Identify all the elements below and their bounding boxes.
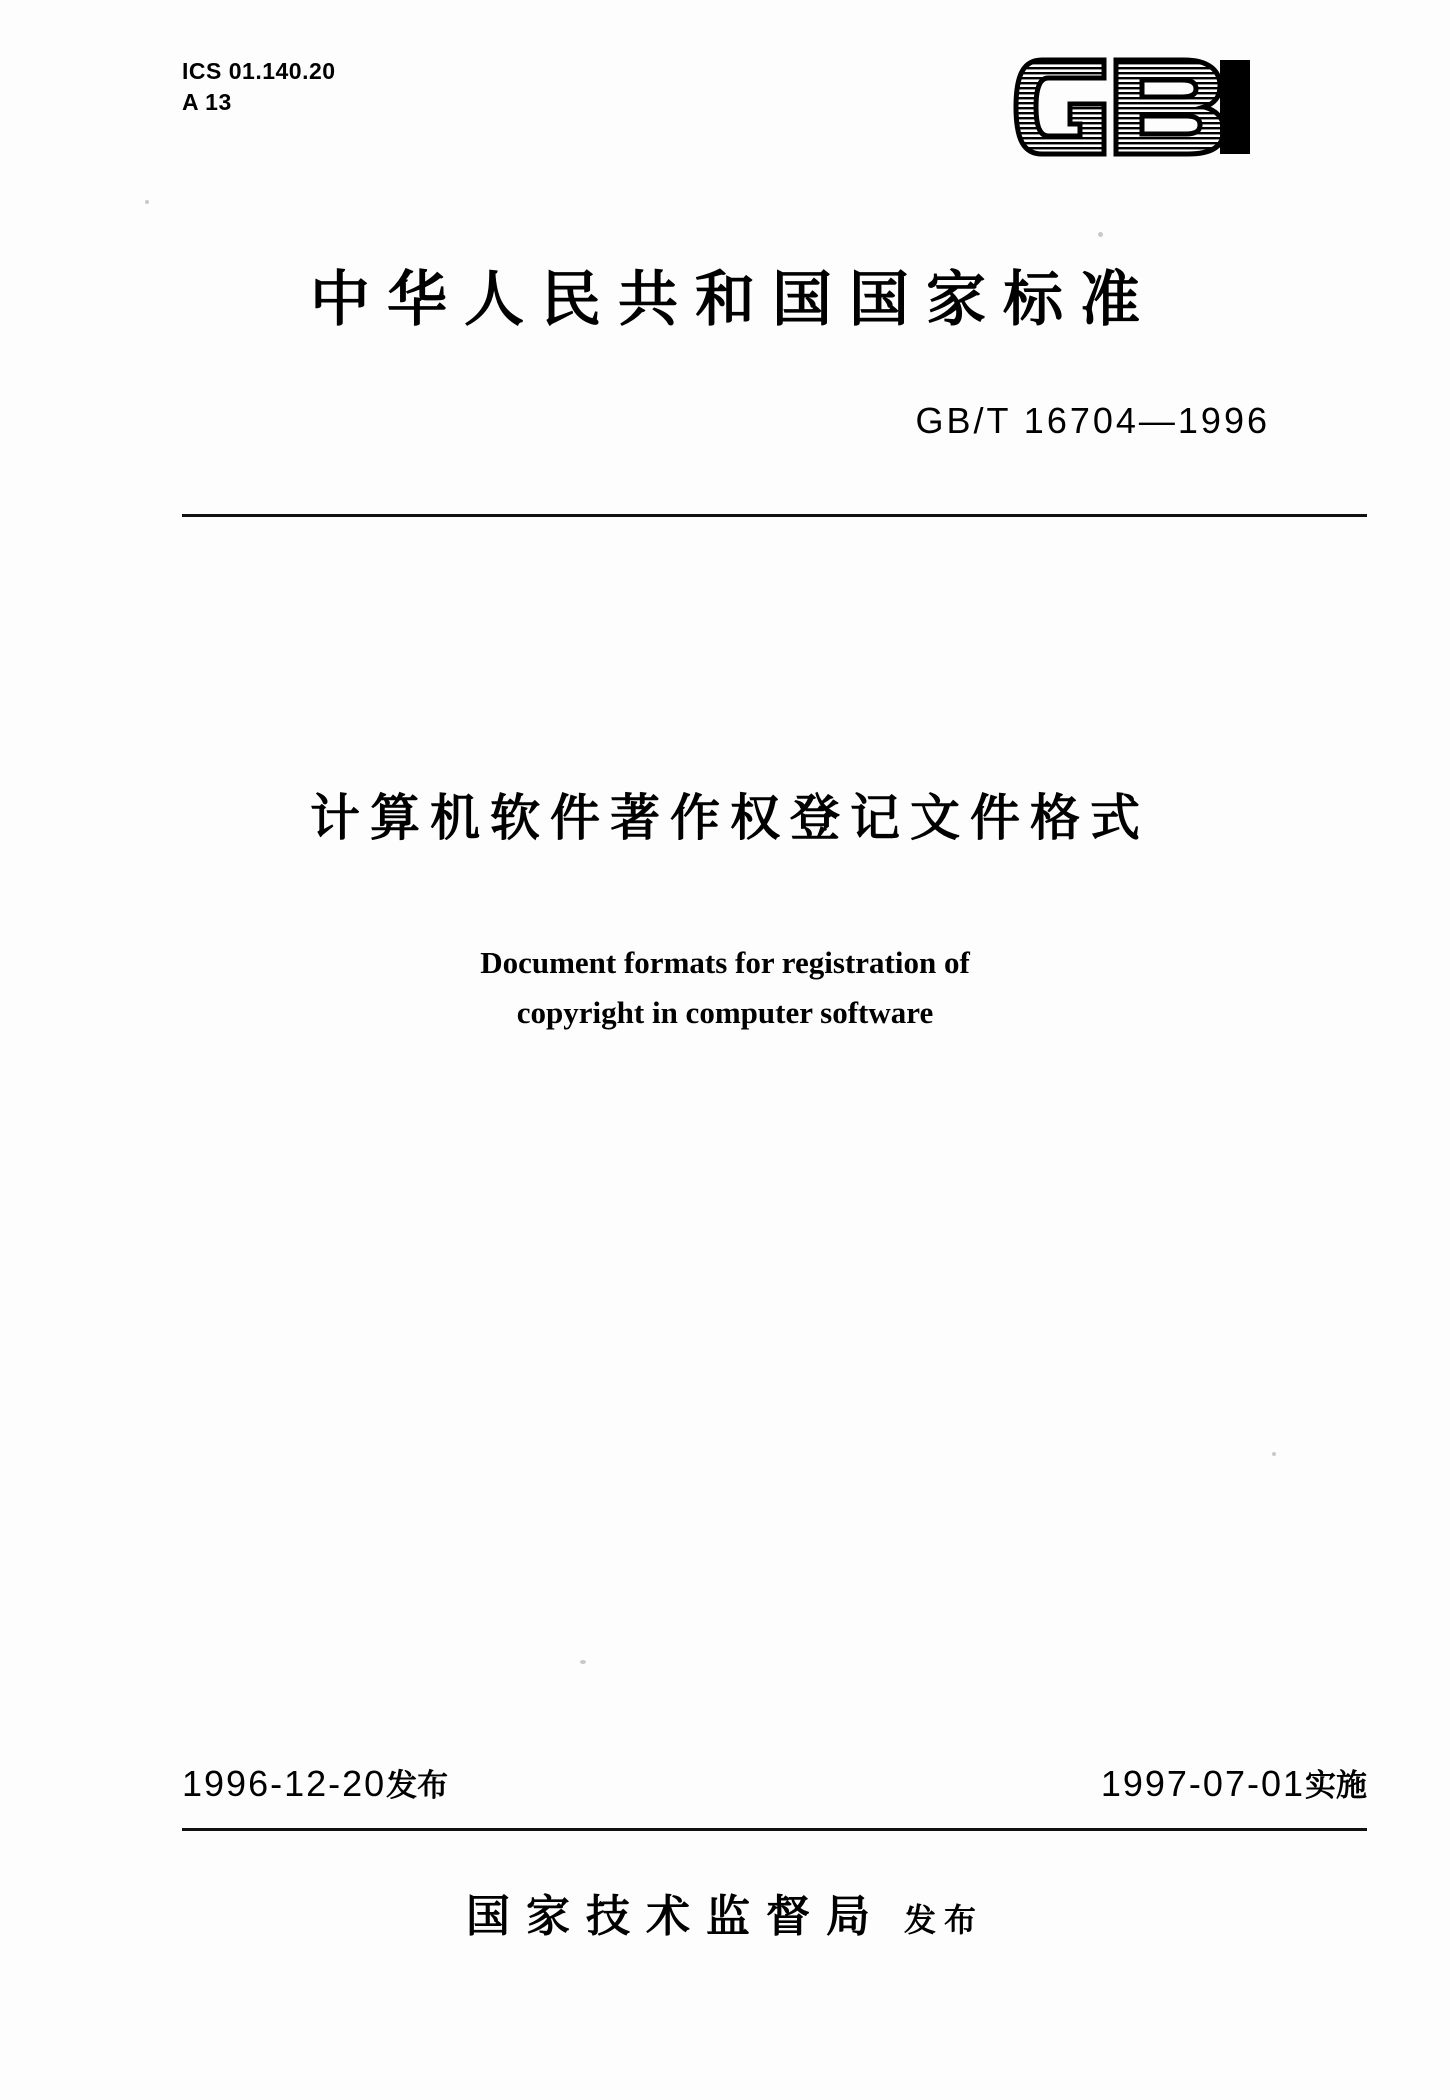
national-standard-heading: 中华人民共和国国家标准 xyxy=(310,265,1157,335)
scan-speckle xyxy=(145,200,149,204)
document-title-english-line2: copyright in computer software xyxy=(516,994,934,1030)
document-title-english xyxy=(0,938,1450,1037)
divider-top xyxy=(182,514,1367,517)
ics-classification-block xyxy=(182,56,336,118)
implementation-date-value: 1997-07-01 xyxy=(1100,1763,1305,1804)
issue-date xyxy=(182,1760,448,1805)
publisher-name: 国家技术监督局 xyxy=(465,1891,886,1942)
document-title-english-line1: Document formats for registration of xyxy=(480,945,970,980)
dates-row xyxy=(182,1760,1367,1816)
publisher-verb: 发布 xyxy=(903,1901,984,1939)
divider-bottom xyxy=(182,1828,1367,1831)
scan-speckle xyxy=(580,1660,586,1664)
standard-number: GB/T 16704—1996 xyxy=(915,400,1270,441)
ics-code: ICS 01.140.20 xyxy=(182,58,336,84)
implementation-date-label: 实施 xyxy=(1305,1768,1367,1804)
gb-emblem-icon xyxy=(1012,52,1262,162)
implementation-date xyxy=(1101,1760,1367,1805)
scan-speckle xyxy=(1272,1452,1276,1456)
ics-category-code: A 13 xyxy=(182,89,232,116)
document-title-chinese: 计算机软件著作权登记文件格式 xyxy=(310,789,1150,847)
scan-speckle xyxy=(1098,232,1103,237)
issue-date-label: 发布 xyxy=(386,1768,449,1804)
publisher-line xyxy=(0,1880,1450,1944)
issue-date-value: 1996-12-20 xyxy=(182,1763,387,1804)
